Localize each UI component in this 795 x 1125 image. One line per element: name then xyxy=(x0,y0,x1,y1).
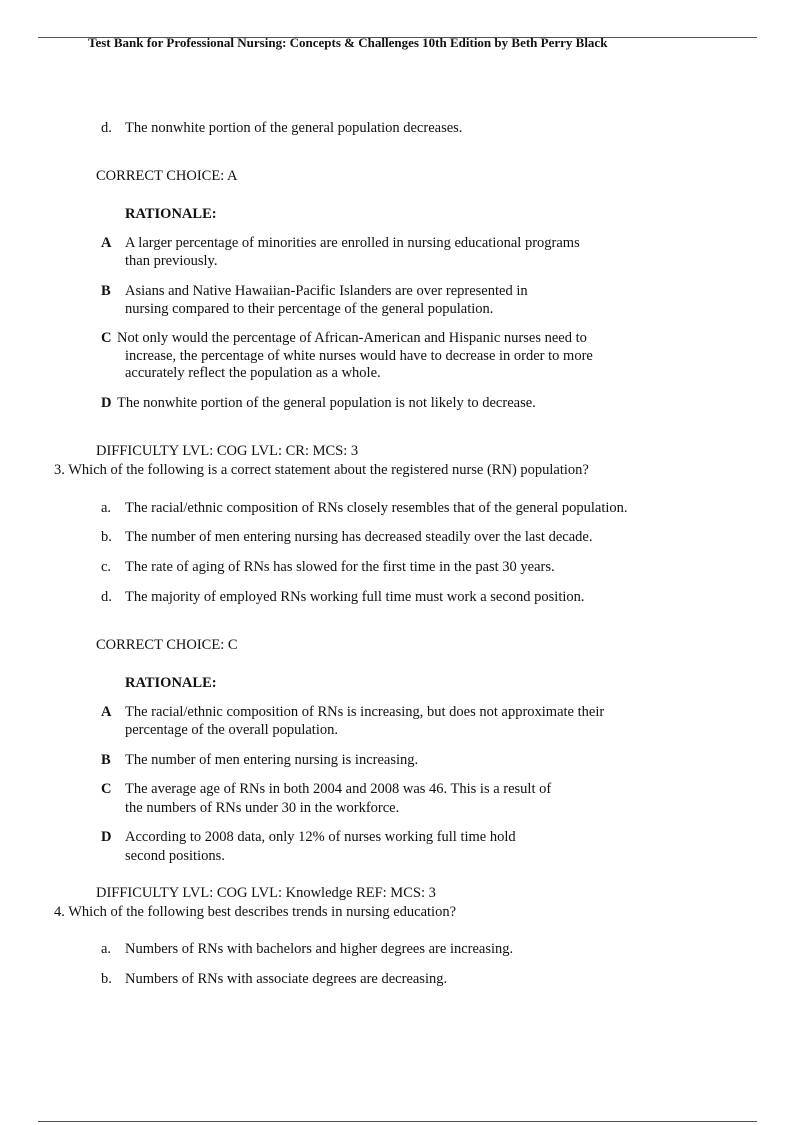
rationale-text: second positions. xyxy=(125,848,225,864)
rationale-heading: RATIONALE: xyxy=(125,675,217,691)
rationale-letter: B xyxy=(101,283,111,299)
rationale-text: increase, the percentage of white nurses would have to decrease in order to more xyxy=(125,348,593,364)
option-letter: a. xyxy=(101,500,112,516)
option-text: Numbers of RNs with associate degrees are decreasing. xyxy=(125,971,448,987)
rationale-text: According to 2008 data, only 12% of nurses working full time hold xyxy=(125,829,516,845)
rationale-letter: C xyxy=(101,330,112,346)
rationale-letter: D xyxy=(101,395,112,411)
rationale-text: Not only would the percentage of African-American and Hispanic nurses need to xyxy=(117,330,587,346)
rationale-letter: D xyxy=(101,829,112,845)
rationale-text: The racial/ethnic composition of RNs is increasing, but does not approximate their xyxy=(125,704,605,720)
rationale-text: the numbers of RNs under 30 in the workforce. xyxy=(125,800,400,816)
footer-rule xyxy=(38,1121,757,1122)
option-letter: a. xyxy=(101,941,112,957)
question-text: 4. Which of the following best describes trends in nursing education? xyxy=(54,904,457,920)
rationale-letter: A xyxy=(101,235,112,251)
option-letter: c. xyxy=(101,559,112,575)
difficulty-level: DIFFICULTY LVL: COG LVL: CR: MCS: 3 xyxy=(96,443,359,459)
rationale-letter: A xyxy=(101,704,112,720)
correct-choice: CORRECT CHOICE: A xyxy=(96,168,238,184)
rationale-text: The nonwhite portion of the general population is not likely to decrease. xyxy=(117,395,536,411)
rationale-text: Asians and Native Hawaiian-Pacific Islanders are over represented in xyxy=(125,283,528,299)
rationale-heading: RATIONALE: xyxy=(125,206,217,222)
rationale-letter: B xyxy=(101,752,111,768)
option-text: Numbers of RNs with bachelors and higher degrees are increasing. xyxy=(125,941,514,957)
rationale-letter: C xyxy=(101,781,112,797)
option-text: The majority of employed RNs working full time must work a second position. xyxy=(125,589,585,605)
option-letter: b. xyxy=(101,971,112,987)
rationale-text: nursing compared to their percentage of the general population. xyxy=(125,301,494,317)
question-text: 3. Which of the following is a correct statement about the registered nurse (RN) population? xyxy=(54,462,589,478)
rationale-text: The number of men entering nursing is increasing. xyxy=(125,752,419,768)
option-text: The racial/ethnic composition of RNs closely resembles that of the general population. xyxy=(125,500,628,516)
difficulty-level: DIFFICULTY LVL: COG LVL: Knowledge REF: MCS: 3 xyxy=(96,885,436,901)
rationale-text: percentage of the overall population. xyxy=(125,722,338,738)
option-text: The number of men entering nursing has decreased steadily over the last decade. xyxy=(125,529,593,545)
rationale-text: accurately reflect the population as a whole. xyxy=(125,365,381,381)
option-letter: d. xyxy=(101,589,112,605)
correct-choice: CORRECT CHOICE: C xyxy=(96,637,238,653)
option-letter: d. xyxy=(101,120,112,136)
rationale-text: The average age of RNs in both 2004 and 2008 was 46. This is a result of xyxy=(125,781,552,797)
rationale-text: than previously. xyxy=(125,253,218,269)
option-letter: b. xyxy=(101,529,112,545)
option-text: The nonwhite portion of the general population decreases. xyxy=(125,120,463,136)
option-text: The rate of aging of RNs has slowed for the first time in the past 30 years. xyxy=(125,559,555,575)
rationale-text: A larger percentage of minorities are enrolled in nursing educational programs xyxy=(125,235,580,251)
page-header-title: Test Bank for Professional Nursing: Concepts & Challenges 10th Edition by Beth Perry Black xyxy=(88,35,608,50)
